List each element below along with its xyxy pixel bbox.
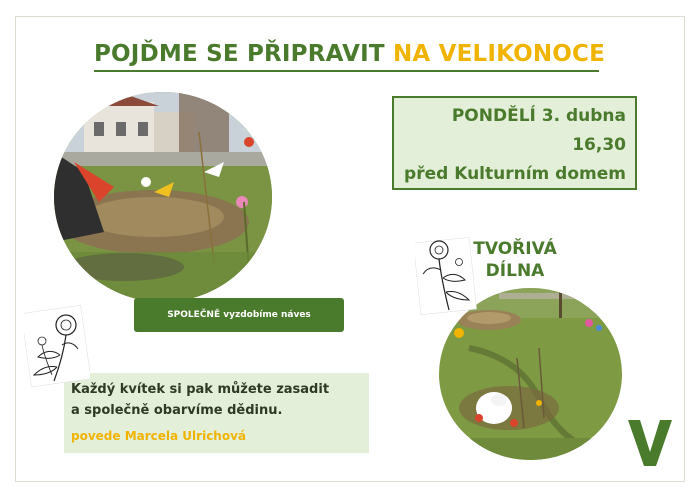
flower-sketch-icon xyxy=(415,236,477,316)
village-decoration-photo xyxy=(54,92,272,302)
description-box xyxy=(64,373,369,453)
title-part-1: POJĎME SE PŘIPRAVIT xyxy=(94,41,393,67)
poster-title xyxy=(94,40,606,72)
workshop-leader: povede Marcela Ulrichová xyxy=(71,429,247,443)
description-line-1: Každý kvítek si pak můžete zasadit xyxy=(71,382,330,397)
photo-caption: SPOLEČNĚ vyzdobíme náves xyxy=(134,298,344,332)
event-time: 16,30 xyxy=(572,135,626,155)
title-part-2: NA VELIKONOCE xyxy=(392,41,606,67)
event-info-box xyxy=(392,96,637,190)
workshop-title xyxy=(470,238,560,282)
workshop-line-2: DÍLNA xyxy=(485,261,545,281)
event-day: PONDĚLÍ 3. dubna xyxy=(451,106,626,126)
description-line-2: a společně obarvíme dědinu. xyxy=(71,403,283,418)
event-place: před Kulturním domem xyxy=(404,164,626,184)
workshop-line-1: TVOŘIVÁ xyxy=(473,239,557,259)
flower-sketch-icon xyxy=(24,305,90,387)
v-logo-icon xyxy=(626,418,674,468)
